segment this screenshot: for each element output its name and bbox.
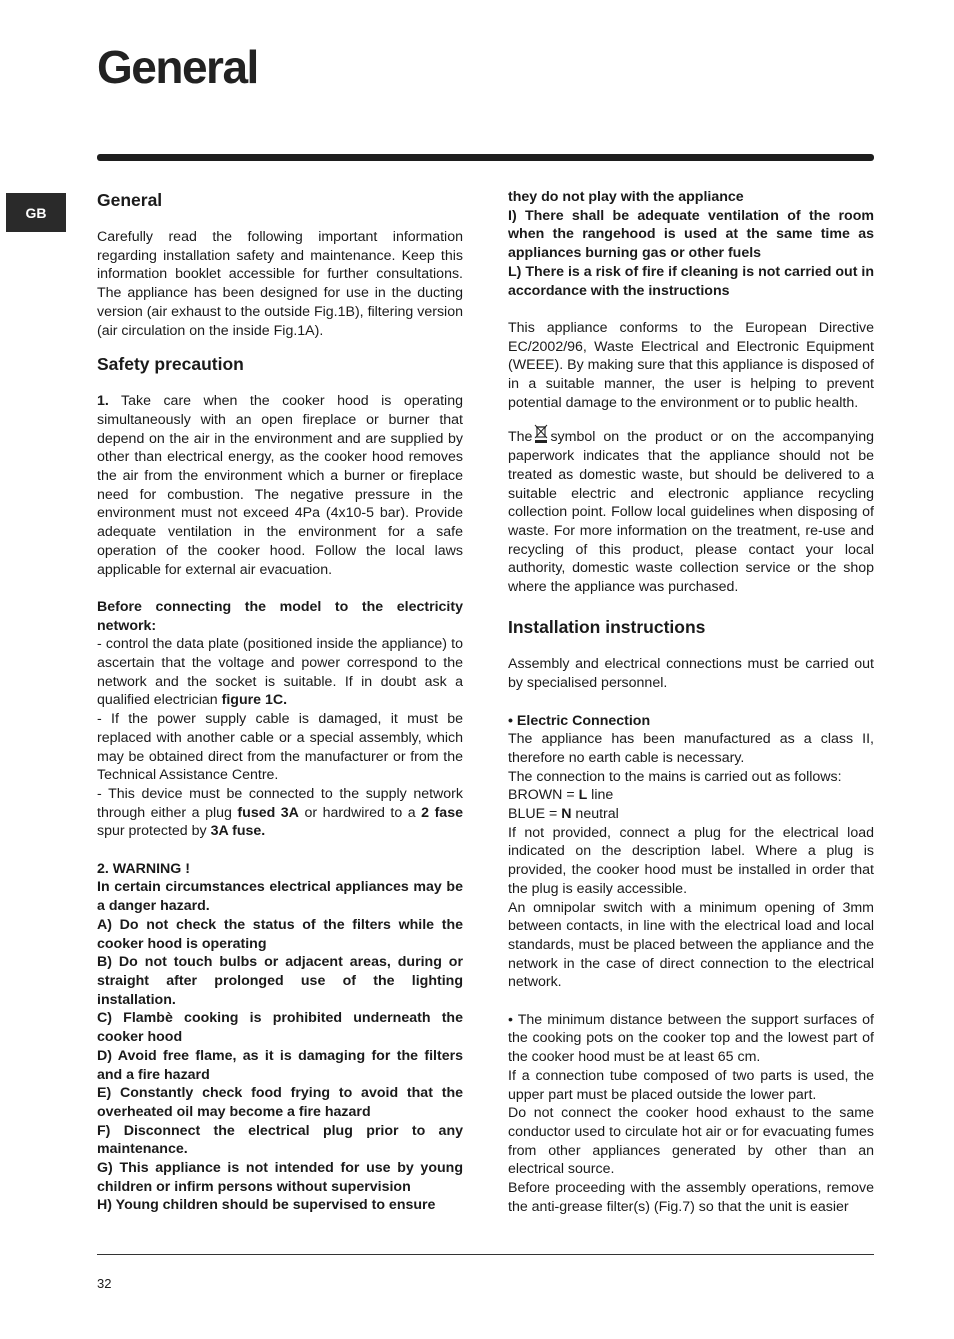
distance-paragraph: Do not connect the cooker hood exhaust to the same conductor used to circulate hot air or for evacuating fumes from other appliances generated by other than an electrical source. [508,1105,874,1178]
left-column [97,188,463,1215]
page-title: General [97,41,258,93]
title-rule [97,154,874,161]
wire-blue: BLUE = N neutral [508,806,619,823]
electric-paragraph: If not provided, connect a plug for the electrical load indicated on the description label. Where a plug is provided, the cooker hood must be installed in order that the plug is easily accessible. [508,824,874,897]
warning-item: G) This appliance is not intended for use by young children or infirm persons without supervision [97,1160,463,1195]
safety-paragraph-1: 1. Take care when the cooker hood is operating simultaneously with an open fireplace or burner that depend on the air in the environment and are supplied by other than electrical energy, as the cooker hood removes the air from the environment which a burner or fireplace need for combustion. The negative pressure in the environment must not exceed 4Pa (4x10-5 bar). Provide adequate ventilation in the environment for a safe operation of the cooker hood. Follow the local laws applicable for external air evacuation. [97,393,463,578]
footer-rule [97,1254,874,1255]
warning-item: D) Avoid free flame, as it is damaging for the filters and a fire hazard [97,1047,463,1083]
warning-item: L) There is a risk of fire if cleaning is not carried out in accordance with the instructions [508,263,874,299]
page-number: 32 [97,1276,112,1291]
weee-paragraph-2: The symbol on the product or on the accompanying paperwork indicates that the appliance should not be treated as domestic waste, but should be delivered to a suitable electric and electronic appliance recycling collection point. Follow local guidelines when disposing of waste. For more information on the treatment, re-use and recycling of this product, please contact your local authority, domestic waste collection service or the shop where the appliance was purchased. [508,424,874,596]
installation-intro: Assembly and electrical connections must be carried out by specialised personnel. [508,656,874,692]
right-column [508,188,874,1217]
crossed-out-wheelie-bin-icon [534,424,548,444]
distance-paragraph: If a connection tube composed of two parts is used, the upper part must be placed outside the lower part. [508,1067,874,1103]
weee-paragraph-1: This appliance conforms to the European Directive EC/2002/96, Waste Electrical and Electronic Equipment (WEEE). By making sure that this appliance is disposed of in a suitable manner, the user is helping to prevent potential damage to the environment or to public health. [508,319,874,411]
electric-paragraph: The appliance has been manufactured as a class II, therefore no earth cable is necessary. [508,731,874,766]
electric-paragraph: The connection to the mains is carried out as follows: [508,768,842,785]
warning-item: I) There shall be adequate ventilation of the room when the rangehood is used at the same time as appliances burning gas or other fuels [508,207,874,262]
warning-title: 2. WARNING ! [97,860,191,877]
warning-item: B) Do not touch bulbs or adjacent areas, during or straight after prolonged use of the lighting installation. [97,954,463,1008]
general-body: Carefully read the following important information regarding installation safety and maintenance. Keep this information booklet accessible for further consultations. The appliance has been designed for use in the ducting version (air exhaust to the outside Fig.1B), filtering version (air circulation on the inside Fig.1A). [97,229,463,339]
before-connecting-item-3: - This device must be connected to the supply network through either a plug fused 3A or hardwired to a 2 fase spur protected by 3A fuse. [97,785,463,840]
warning-item: they do not play with the appliance [508,189,744,205]
warning-item: E) Constantly check food frying to avoid that the overheated oil may become a fire hazard [97,1085,463,1120]
electric-connection-heading: • Electric Connection [508,712,651,729]
electric-paragraph: An omnipolar switch with a minimum opening of 3mm between contacts, in line with the electrical load and local standards, must be placed between the appliance and the network in the case of direct connection to the electrical network. [508,899,874,991]
general-heading: General [97,190,163,210]
before-connecting-heading: Before connecting the model to the electricity network: [97,598,463,634]
warning-item: H) Young children should be supervised to ensure [97,1197,436,1214]
warning-item: C) Flambè cooking is prohibited underneath the cooker hood [97,1010,463,1046]
safety-heading: Safety precaution [97,354,244,375]
language-tab: GB [6,193,66,232]
warning-intro: In certain circumstances electrical appliances may be a danger hazard. [97,879,463,915]
installation-heading: Installation instructions [508,617,706,638]
before-connecting-item-2: - If the power supply cable is damaged, it must be replaced with another cable or a special assembly, which may be obtained direct from the manufacturer or from the Technical Assistance Centre. [97,711,463,784]
distance-paragraph: • The minimum distance between the support surfaces of the cooking pots on the cooker top and the lowest part of the cooker hood must be at least 65 cm. [508,1011,874,1066]
warning-item: F) Disconnect the electrical plug prior to any maintenance. [97,1122,463,1158]
distance-paragraph: Before proceeding with the assembly operations, remove the anti-grease filter(s) (Fig.7) so that the unit is easier [508,1180,874,1215]
before-connecting-item-1: - control the data plate (positioned inside the appliance) to ascertain that the voltage and power correspond to the network and the socket is suitable. If in doubt ask a qualified electrician figure 1C. [97,636,463,709]
warning-item: A) Do not check the status of the filters while the cooker hood is operating [97,916,463,952]
wire-brown: BROWN = L line [508,787,614,804]
